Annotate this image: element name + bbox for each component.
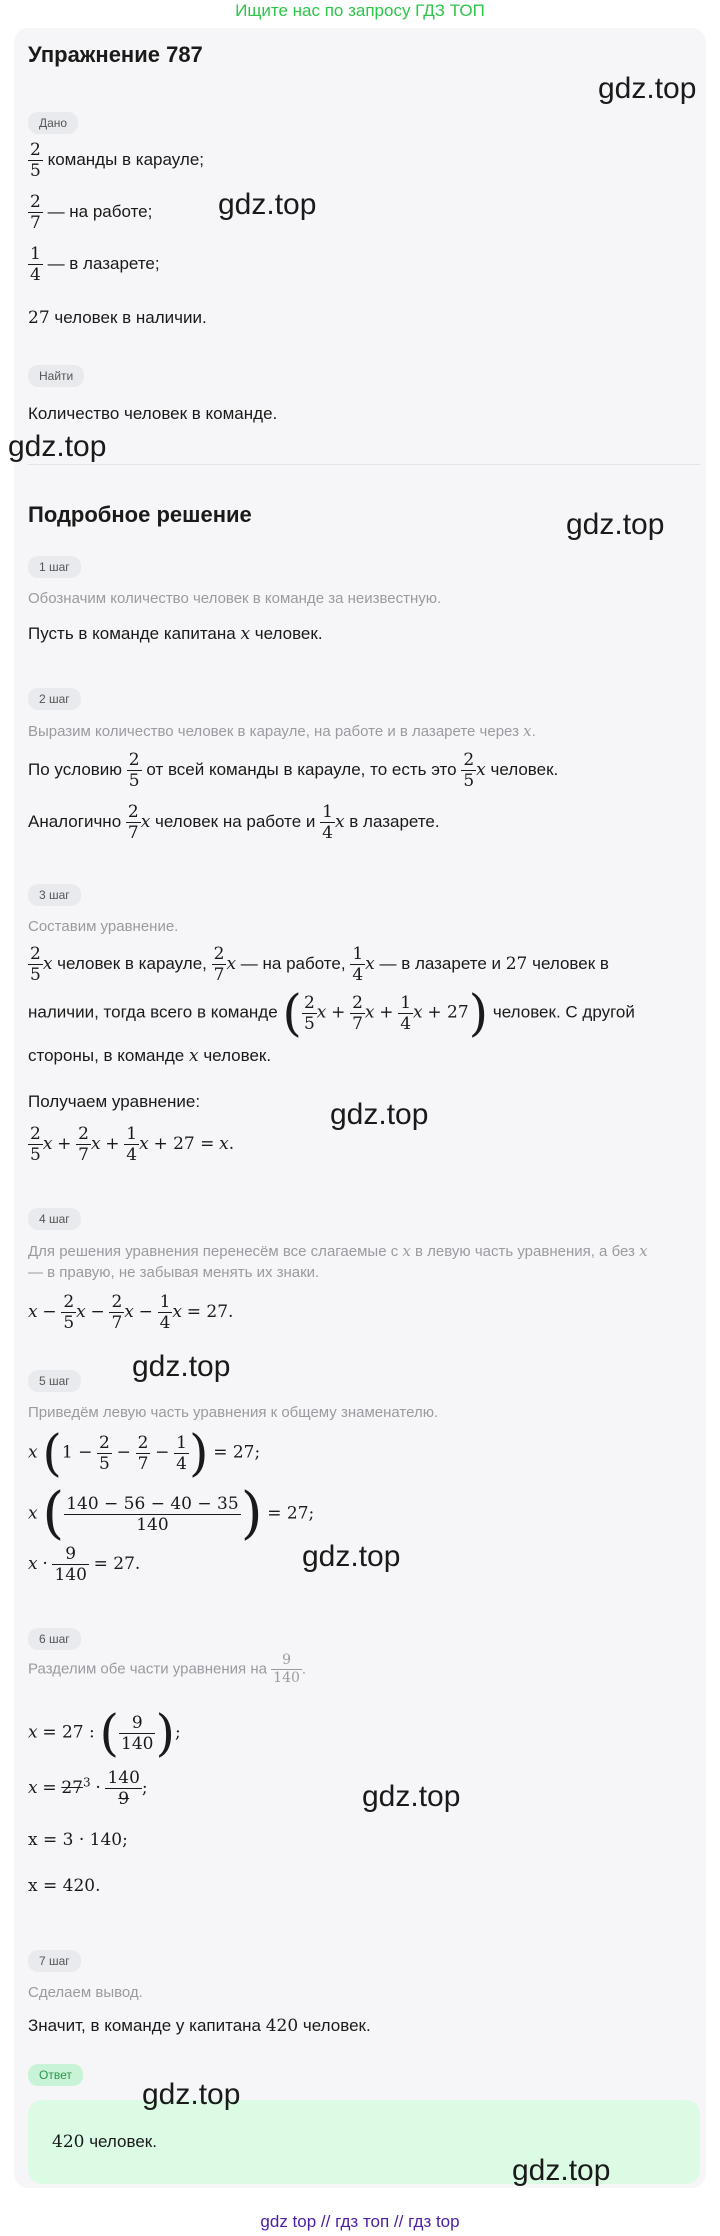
step-3-line-4: Получаем уравнение: (28, 1092, 201, 1111)
watermark: gdz.top (330, 1098, 429, 1131)
watermark: gdz.top (218, 188, 317, 221)
step-1-hint: Обозначим количество человек в команде за неизвестную. (28, 590, 442, 607)
watermark: gdz.top (132, 1350, 231, 1383)
step-7-hint: Сделаем вывод. (28, 1984, 143, 2001)
step-7-badge: 7 шаг (28, 1950, 81, 1972)
step-6-line-1: x = 27 : ( $\frac{9}{140}$ ); (28, 1704, 181, 1762)
step-3-hint: Составим уравнение. (28, 918, 179, 935)
given-line-4: 27 человек в наличии. (28, 308, 207, 328)
watermark: gdz.top (512, 2154, 611, 2187)
step-6-badge: 6 шаг (28, 1628, 81, 1650)
step-5-line-2: x ( $\frac{140 - 56 - 40 - 35}{140}$ ) = 27; (28, 1481, 315, 1546)
watermark: gdz.top (566, 508, 665, 541)
watermark: gdz.top (598, 72, 697, 105)
step-5-badge: 5 шаг (28, 1370, 81, 1392)
find-badge: Найти (28, 365, 84, 387)
watermark: gdz.top (362, 1780, 461, 1813)
step-2-line-2: Аналогично $\frac{2}{7}$ x человек на работе и $\frac{1}{4}$ x в лазарете. (28, 802, 440, 843)
step-6-line-4: x = 420. (28, 1876, 101, 1896)
watermark: gdz.top (8, 430, 107, 463)
footer-links[interactable]: gdz top // гдз топ // гдз top (260, 2212, 460, 2231)
step-4-hint-line-2: — в правую, не забывая менять их знаки. (28, 1264, 320, 1281)
step-5-line-3: x · $\frac{9}{140}$ = 27. (28, 1544, 141, 1585)
step-3-equation: $\frac{2}{5}$ x + $\frac{2}{7}$ x + $\frac{1}{4}$ x + 27 = x. (30, 1124, 235, 1165)
step-4-hint-line-1: Для решения уравнения перенесём все слагаемые с x в левую часть уравнения, а без x (28, 1242, 648, 1260)
solution-title: Подробное решение (28, 502, 252, 527)
step-3-line-1: $\frac{2}{5}$ x человек в карауле, $\frac{2}{7}$ x — на работе, $\frac{1}{4}$ x — в лазарете и 27 человек в (30, 944, 609, 985)
step-1-text: Пусть в команде капитана x человек. (28, 624, 323, 644)
step-4-badge: 4 шаг (28, 1208, 81, 1230)
step-1-badge: 1 шаг (28, 556, 81, 578)
step-3-line-2: наличии, тогда всего в команде ( $\frac{2}{5}$ x + $\frac{2}{7}$ x + $\frac{1}{4}$ x + 27) человек. С другой (28, 984, 635, 1042)
step-6-line-3: x = 3 · 140; (28, 1830, 128, 1850)
step-3-line-3: стороны, в команде x человек. (28, 1046, 272, 1066)
divider (28, 464, 700, 465)
watermark: gdz.top (302, 1540, 401, 1573)
step-7-text: Значит, в команде у капитана 420 человек. (28, 2016, 371, 2036)
given-badge: Дано (28, 112, 78, 134)
step-5-hint: Приведём левую часть уравнения к общему знаменателю. (28, 1404, 439, 1421)
find-text: Количество человек в команде. (28, 404, 278, 423)
watermark: gdz.top (142, 2078, 241, 2111)
step-2-badge: 2 шаг (28, 688, 81, 710)
given-line-3: $\frac{1}{4}$ — в лазарете; (30, 244, 160, 285)
answer-badge: Ответ (28, 2064, 83, 2086)
given-line-2: $\frac{2}{7}$ — на работе; (30, 192, 153, 233)
step-2-line-1: По условию $\frac{2}{5}$ от всей команды в карауле, то есть это $\frac{2}{5}$ x человек. (28, 750, 559, 791)
top-promo-link[interactable]: Ищите нас по запросу ГДЗ ТОП (235, 1, 485, 20)
step-6-hint: Разделим обе части уравнения на $\frac{9}{140}$ . (28, 1652, 307, 1686)
step-6-line-2: $x = 27^3$ · $\frac{140}{9}$ ; (28, 1768, 148, 1809)
step-2-hint: Выразим количество человек в карауле, на работе и в лазарете через x. (28, 722, 536, 740)
step-3-badge: 3 шаг (28, 884, 81, 906)
step-4-equation: x − $\frac{2}{5}$ x − $\frac{2}{7}$ x − $\frac{1}{4}$ x = 27. (28, 1292, 234, 1333)
answer-text: 420 человек. (52, 2132, 157, 2152)
page-title: Упражнение 787 (28, 42, 203, 67)
given-line-1: $\frac{2}{5}$ команды в карауле; (30, 140, 204, 181)
step-5-line-1: x (1 − $\frac{2}{5}$ − $\frac{2}{7}$ − $\frac{1}{4}$ ) = 27; (28, 1424, 261, 1482)
